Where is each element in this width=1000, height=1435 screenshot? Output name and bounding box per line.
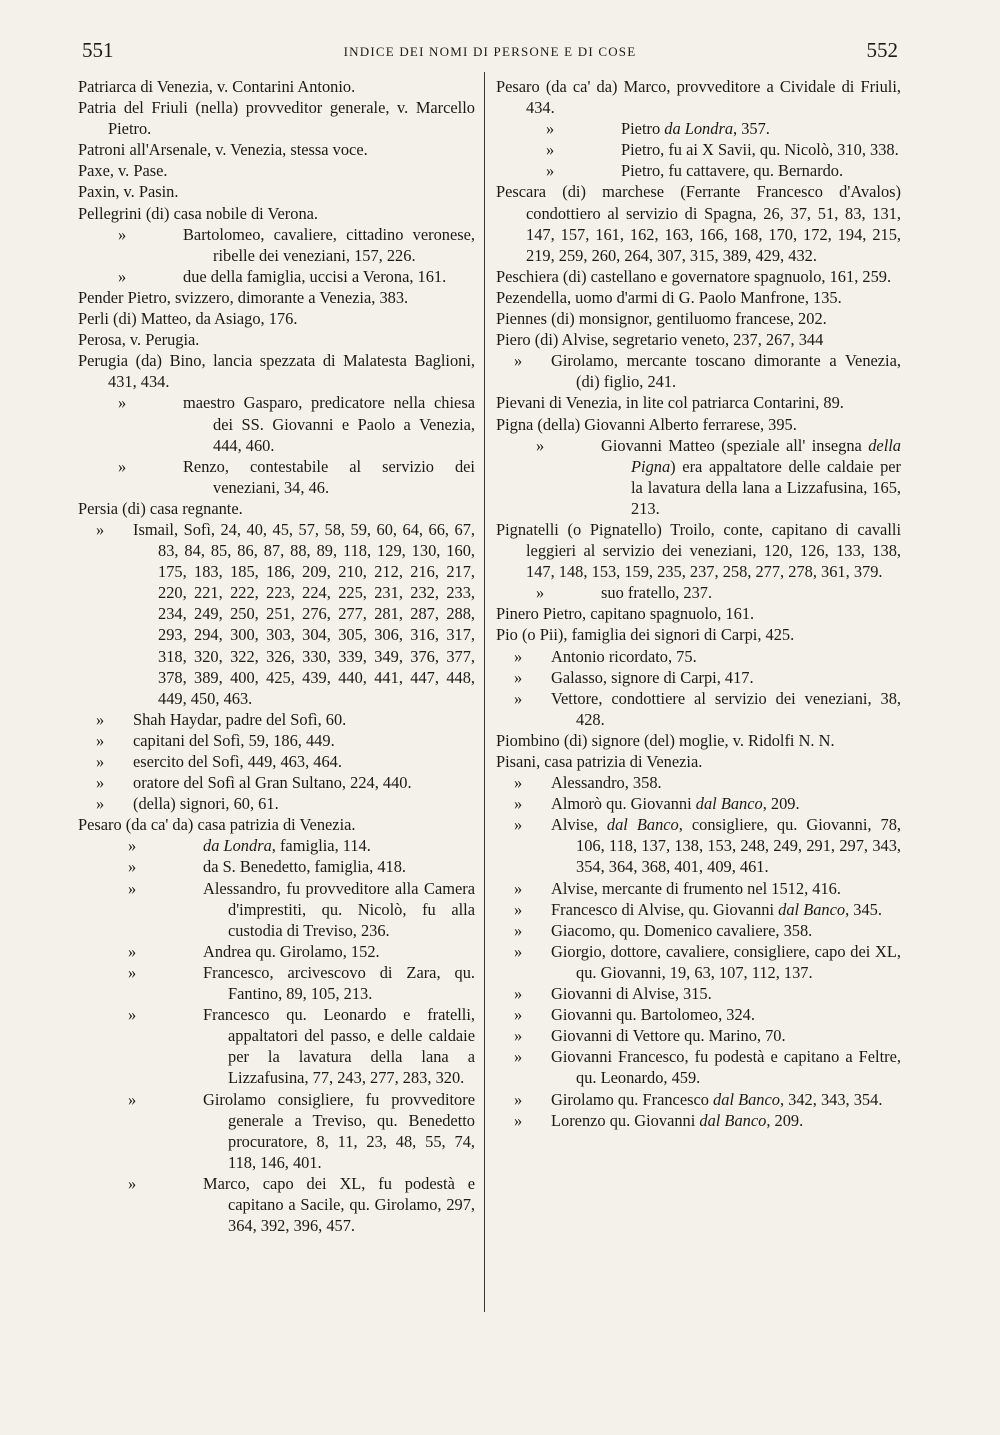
index-entry xyxy=(78,224,475,266)
index-entry-text: Girolamo, mercante toscano dimorante a Venezia, (di) figlio, 241. xyxy=(551,351,901,392)
index-entry-text: oratore del Sofì al Gran Sultano, 224, 440. xyxy=(133,773,412,793)
index-entry-text: Pio (o Pii), famiglia dei signori di Carpi, 425. xyxy=(496,625,795,645)
index-entry xyxy=(496,667,901,688)
ditto-mark: » xyxy=(118,456,127,476)
index-entry xyxy=(496,899,901,920)
index-entry-text: Renzo, contestabile al servizio dei veneziani, 34, 46. xyxy=(183,456,475,497)
index-entry xyxy=(78,329,475,350)
ditto-mark: » xyxy=(514,1089,523,1109)
ditto-mark: » xyxy=(128,941,137,961)
ditto-mark: » xyxy=(514,794,523,814)
index-entry-text: Alvise, mercante di frumento nel 1512, 416. xyxy=(551,878,841,898)
index-entry xyxy=(78,76,475,97)
ditto-mark: » xyxy=(96,752,105,771)
index-entry-text: Bartolomeo, cavaliere, cittadino veronese, ribelle dei veneziani, 157, 226. xyxy=(183,224,475,265)
ditto-mark: » xyxy=(128,1089,137,1109)
index-entry-text: Paxin, v. Pasin. xyxy=(78,182,179,202)
ditto-mark: » xyxy=(118,393,127,413)
ditto-mark: » xyxy=(118,224,127,244)
index-entry xyxy=(496,76,901,118)
index-entry-text: Pietro, fu ai X Savii, qu. Nicolò, 310, 338. xyxy=(621,140,899,160)
index-entry-text: Girolamo consigliere, fu provveditore generale a Treviso, qu. Benedetto procuratore, 8, 11, 23, 48, 55, 74, 118, 146, 401. xyxy=(203,1089,475,1172)
index-entry xyxy=(496,1004,901,1025)
ditto-mark: » xyxy=(514,815,523,835)
ditto-mark: » xyxy=(514,688,523,708)
index-entry xyxy=(78,709,475,730)
index-entry xyxy=(78,308,475,329)
index-entry-text: Francesco di Alvise, qu. Giovanni dal Banco, 345. xyxy=(551,899,882,919)
index-entry xyxy=(78,266,475,287)
index-entry xyxy=(78,835,475,856)
ditto-mark: » xyxy=(514,984,523,1004)
column-divider xyxy=(484,72,485,1312)
index-entry-text: Patroni all'Arsenale, v. Venezia, stessa voce. xyxy=(78,140,368,160)
index-entry xyxy=(496,392,901,413)
index-entry xyxy=(496,1110,901,1131)
index-entry-text: Giovanni di Vettore qu. Marino, 70. xyxy=(551,1026,786,1046)
index-entry xyxy=(496,118,901,139)
index-entry-text: da S. Benedetto, famiglia, 418. xyxy=(203,857,407,877)
index-entry xyxy=(78,456,475,498)
index-entry-text: Pisani, casa patrizia di Venezia. xyxy=(496,752,703,771)
index-entry xyxy=(496,688,901,730)
index-entry xyxy=(78,730,475,751)
index-entry xyxy=(78,1173,475,1236)
ditto-mark: » xyxy=(128,836,137,856)
ditto-mark: » xyxy=(96,519,105,539)
index-entry xyxy=(496,287,901,308)
index-entry-text: Piero (di) Alvise, segretario veneto, 237, 267, 344 xyxy=(496,330,824,350)
index-entry-text: esercito del Sofì, 449, 463, 464. xyxy=(133,752,342,771)
index-entry xyxy=(496,603,901,624)
index-entry xyxy=(496,139,901,160)
index-entry xyxy=(496,751,901,772)
index-entry-text: Antonio ricordato, 75. xyxy=(551,646,697,666)
index-column-right xyxy=(496,76,901,1131)
ditto-mark: » xyxy=(128,1173,137,1193)
index-entry xyxy=(78,962,475,1004)
index-entry xyxy=(78,498,475,519)
index-entry xyxy=(78,1004,475,1088)
index-entry-text: Lorenzo qu. Giovanni dal Banco, 209. xyxy=(551,1110,804,1130)
index-entry-text: Girolamo qu. Francesco dal Banco, 342, 343, 354. xyxy=(551,1089,883,1109)
ditto-mark: » xyxy=(546,161,555,181)
index-entry-text: Vettore, condottiere al servizio dei veneziani, 38, 428. xyxy=(551,688,901,729)
index-entry xyxy=(78,814,475,835)
index-entry xyxy=(78,181,475,202)
index-entry xyxy=(78,350,475,392)
ditto-mark: » xyxy=(514,920,523,940)
index-entry xyxy=(496,793,901,814)
index-entry xyxy=(78,97,475,139)
index-entry-text: maestro Gasparo, predicatore nella chiesa dei SS. Giovanni e Paolo a Venezia, 444, 460. xyxy=(183,393,475,455)
ditto-mark: » xyxy=(546,140,555,160)
index-entry-text: Piombino (di) signore (del) moglie, v. Ridolfi N. N. xyxy=(496,730,835,750)
page-header xyxy=(80,38,900,68)
index-entry-text: Giovanni Matteo (speziale all' insegna della Pigna) era appaltatore delle caldaie per la lavatura della lana a Lizzafusina, 165, 213. xyxy=(601,435,901,518)
ditto-mark: » xyxy=(514,773,523,793)
index-entry xyxy=(78,941,475,962)
index-entry xyxy=(496,181,901,265)
index-entry-text: Piennes (di) monsignor, gentiluomo francese, 202. xyxy=(496,309,827,329)
index-entry-text: due della famiglia, uccisi a Verona, 161. xyxy=(183,266,447,286)
index-entry-text: Almorò qu. Giovanni dal Banco, 209. xyxy=(551,794,800,814)
index-entry-text: Pietro da Londra, 357. xyxy=(621,119,770,139)
index-entry xyxy=(78,878,475,941)
index-entry-text: Giovanni Francesco, fu podestà e capitano a Feltre, qu. Leonardo, 459. xyxy=(551,1047,901,1088)
index-entry-text: Shah Haydar, padre del Sofì, 60. xyxy=(133,709,347,729)
index-entry-text: Marco, capo dei XL, fu podestà e capitano a Sacile, qu. Girolamo, 297, 364, 392, 396, 457. xyxy=(203,1173,475,1236)
index-entry-text: Francesco qu. Leonardo e fratelli, appaltatori del passo, e delle caldaie per la lavatura della lana a Lizzafusina, 77, 243, 277, 283, 320. xyxy=(203,1005,475,1088)
ditto-mark: » xyxy=(514,1047,523,1067)
index-entry-text: Ismail, Sofì, 24, 40, 45, 57, 58, 59, 60, 64, 66, 67, 83, 84, 85, 86, 87, 88, 89, 118, 129, 130, 160, 175, 183, 185, 186, 209, 210, 212, 216, 217, 220, 221, 222, 223, 224, 225, 231, 232, 233, 234, 249, 250, 251, 276, 277, 281, 287, 288, 293, 294, 300, 303, 304, 305, 306, 316, 317, 318, 320, 322, 326, 330, 339, 349, 376, 377, 378, 389, 400, 425, 439, 440, 441, 447, 448, 449, 450, 463. xyxy=(133,519,475,708)
index-entry xyxy=(496,582,901,603)
ditto-mark: » xyxy=(514,1110,523,1130)
index-entry-text: Patriarca di Venezia, v. Contarini Antonio. xyxy=(78,77,356,96)
ditto-mark: » xyxy=(514,899,523,919)
index-entry xyxy=(496,920,901,941)
index-entry xyxy=(78,203,475,224)
index-entry xyxy=(496,772,901,793)
ditto-mark: » xyxy=(128,857,137,877)
index-entry-text: Peschiera (di) castellano e governatore spagnuolo, 161, 259. xyxy=(496,266,892,286)
index-entry xyxy=(496,160,901,181)
ditto-mark: » xyxy=(514,941,523,961)
index-entry-text: Pellegrini (di) casa nobile di Verona. xyxy=(78,203,319,223)
index-entry-text: Patria del Friuli (nella) provveditor generale, v. Marcello Pietro. xyxy=(78,98,475,139)
index-entry xyxy=(496,329,901,350)
page-number-left: 551 xyxy=(82,38,114,62)
index-entry xyxy=(496,414,901,435)
index-entry-text: Persia (di) casa regnante. xyxy=(78,498,243,518)
ditto-mark: » xyxy=(514,878,523,898)
ditto-mark: » xyxy=(96,794,105,814)
index-entry xyxy=(496,308,901,329)
index-entry-text: Pesaro (da ca' da) Marco, provveditore a Cividale di Friuli, 434. xyxy=(496,77,901,118)
index-entry-text: Pender Pietro, svizzero, dimorante a Venezia, 383. xyxy=(78,287,409,307)
index-entry xyxy=(78,856,475,877)
index-entry xyxy=(496,1046,901,1088)
ditto-mark: » xyxy=(514,1005,523,1025)
index-entry xyxy=(78,772,475,793)
ditto-mark: » xyxy=(118,266,127,286)
index-entry xyxy=(496,350,901,392)
running-title: INDICE DEI NOMI DI PERSONE E DI COSE xyxy=(343,44,637,59)
index-entry xyxy=(78,1089,475,1173)
index-entry xyxy=(496,814,901,877)
index-entry xyxy=(496,519,901,582)
index-entry xyxy=(496,878,901,899)
index-entry-text: capitani del Sofì, 59, 186, 449. xyxy=(133,730,335,750)
index-entry-text: Perosa, v. Perugia. xyxy=(78,330,200,350)
ditto-mark: » xyxy=(128,878,137,898)
index-entry xyxy=(496,983,901,1004)
index-entry-text: Alessandro, fu provveditore alla Camera d'imprestiti, qu. Nicolò, fu alla custodia di Treviso, 236. xyxy=(203,878,475,940)
index-entry xyxy=(496,624,901,645)
index-entry-text: Pigna (della) Giovanni Alberto ferrarese, 395. xyxy=(496,414,797,434)
index-entry xyxy=(78,287,475,308)
index-entry xyxy=(496,1089,901,1110)
index-entry xyxy=(496,435,901,519)
ditto-mark: » xyxy=(514,1026,523,1046)
index-entry-text: (della) signori, 60, 61. xyxy=(133,794,279,814)
index-entry-text: Galasso, signore di Carpi, 417. xyxy=(551,667,754,687)
index-entry xyxy=(496,730,901,751)
index-entry xyxy=(78,751,475,772)
ditto-mark: » xyxy=(546,119,555,139)
ditto-mark: » xyxy=(514,646,523,666)
index-entry-text: Pievani di Venezia, in lite col patriarca Contarini, 89. xyxy=(496,393,844,413)
index-entry-text: da Londra, famiglia, 114. xyxy=(203,836,371,856)
index-entry xyxy=(496,266,901,287)
index-entry xyxy=(78,139,475,160)
ditto-mark: » xyxy=(96,709,105,729)
index-entry-text: Pesaro (da ca' da) casa patrizia di Venezia. xyxy=(78,815,356,835)
index-entry-text: suo fratello, 237. xyxy=(601,583,713,603)
ditto-mark: » xyxy=(128,1005,137,1025)
index-entry-text: Pignatelli (o Pignatello) Troilo, conte, capitano di cavalli leggieri al servizio dei veneziani, 120, 126, 133, 138, 147, 148, 153, 159, 235, 237, 258, 277, 278, 361, 379. xyxy=(496,519,901,582)
ditto-mark: » xyxy=(514,351,523,371)
index-entry xyxy=(78,519,475,709)
ditto-mark: » xyxy=(536,435,545,455)
ditto-mark: » xyxy=(96,730,105,750)
index-entry-text: Pescara (di) marchese (Ferrante Francesco d'Avalos) condottiero al servizio di Spagna, 26, 37, 51, 83, 131, 147, 157, 161, 162, 163, 166, 168, 170, 172, 194, 215, 219, 259, 260, 264, 307, 315, 389, 429, 432. xyxy=(496,182,901,265)
index-entry-text: Alvise, dal Banco, consigliere, qu. Giovanni, 78, 106, 118, 137, 138, 153, 248, 249, 291, 297, 343, 354, 364, 368, 401, 409, 461. xyxy=(551,815,901,877)
ditto-mark: » xyxy=(128,962,137,982)
index-entry-text: Giorgio, dottore, cavaliere, consigliere, capo dei XL, qu. Giovanni, 19, 63, 107, 112, 137. xyxy=(551,941,901,982)
index-entry xyxy=(78,793,475,814)
index-entry-text: Francesco, arcivescovo di Zara, qu. Fantino, 89, 105, 213. xyxy=(203,962,475,1004)
index-entry xyxy=(496,941,901,983)
ditto-mark: » xyxy=(96,773,105,793)
index-entry-text: Perugia (da) Bino, lancia spezzata di Malatesta Baglioni, 431, 434. xyxy=(78,351,475,392)
index-entry xyxy=(78,392,475,455)
index-column-left xyxy=(78,76,475,1236)
index-entry-text: Pietro, fu cattavere, qu. Bernardo. xyxy=(621,161,844,181)
index-entry-text: Giovanni di Alvise, 315. xyxy=(551,984,712,1004)
index-entry xyxy=(496,646,901,667)
page-number-right: 552 xyxy=(866,38,898,62)
index-entry xyxy=(496,1025,901,1046)
ditto-mark: » xyxy=(514,667,523,687)
index-entry-text: Paxe, v. Pase. xyxy=(78,161,168,181)
ditto-mark: » xyxy=(536,583,545,603)
index-entry-text: Andrea qu. Girolamo, 152. xyxy=(203,941,380,961)
index-entry-text: Perli (di) Matteo, da Asiago, 176. xyxy=(78,309,298,329)
index-entry-text: Giovanni qu. Bartolomeo, 324. xyxy=(551,1005,755,1025)
index-entry xyxy=(78,160,475,181)
index-entry-text: Pezendella, uomo d'armi di G. Paolo Manfrone, 135. xyxy=(496,287,842,307)
index-entry-text: Giacomo, qu. Domenico cavaliere, 358. xyxy=(551,920,813,940)
index-entry-text: Alessandro, 358. xyxy=(551,773,662,793)
index-entry-text: Pinero Pietro, capitano spagnuolo, 161. xyxy=(496,604,755,624)
